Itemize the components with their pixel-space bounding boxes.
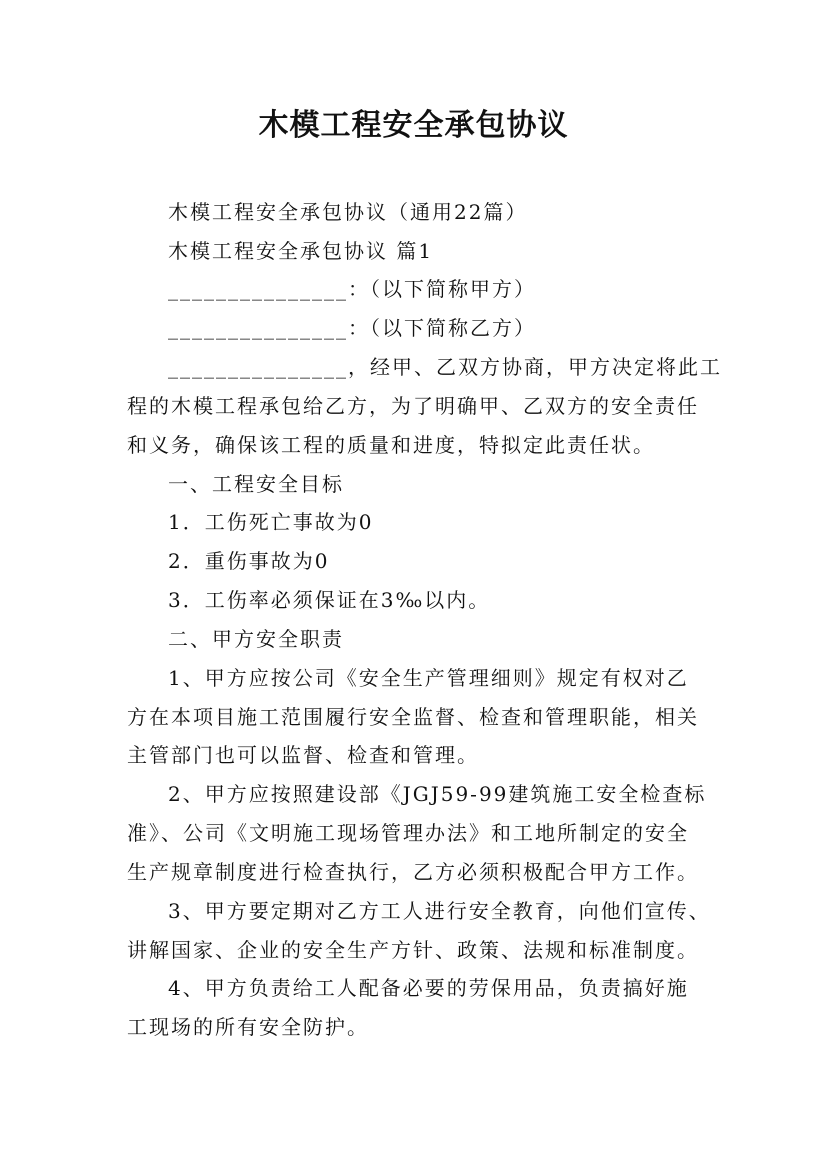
list-item: 2．重伤事故为0: [168, 549, 330, 573]
paragraph-line: 工现场的所有安全防护。: [127, 1015, 369, 1039]
paragraph-line: 2、甲方应按照建设部《JGJ59-99建筑施工安全检查标: [168, 782, 707, 806]
subtitle-line: 木模工程安全承包协议（通用22篇）: [168, 200, 528, 224]
paragraph-line: 1、甲方应按公司《安全生产管理细则》规定有权对乙: [168, 666, 689, 690]
party-b-line: _______________：（以下简称乙方）: [168, 316, 536, 340]
paragraph-line: 4、甲方负责给工人配备必要的劳保用品，负责搞好施: [168, 976, 689, 1000]
paragraph-line: 方在本项目施工范围履行安全监督、检查和管理职能，相关: [127, 705, 699, 729]
section-heading: 二、甲方安全职责: [168, 627, 344, 651]
section-heading: 木模工程安全承包协议 篇1: [168, 239, 434, 263]
party-a-line: _______________：（以下简称甲方）: [168, 277, 536, 301]
paragraph-line: 3、甲方要定期对乙方工人进行安全教育，向他们宣传、: [168, 899, 711, 923]
paragraph-line: 生产规章制度进行检查执行，乙方必须积极配合甲方工作。: [127, 860, 699, 884]
paragraph-line: 主管部门也可以监督、检查和管理。: [127, 743, 479, 767]
paragraph-line: 讲解国家、企业的安全生产方针、政策、法规和标准制度。: [127, 938, 699, 962]
paragraph-line: _______________，经甲、乙双方协商，甲方决定将此工: [168, 355, 722, 379]
document-title: 木模工程安全承包协议: [258, 108, 569, 143]
list-item: 3．工伤率必须保证在3‰以内。: [168, 588, 491, 612]
list-item: 1．工伤死亡事故为0: [168, 510, 374, 534]
paragraph-line: 程的木模工程承包给乙方，为了明确甲、乙双方的安全责任: [127, 394, 699, 418]
section-heading: 一、工程安全目标: [168, 472, 344, 496]
paragraph-line: 准》、公司《文明施工现场管理办法》和工地所制定的安全: [127, 821, 689, 845]
paragraph-line: 和义务，确保该工程的质量和进度，特拟定此责任状。: [127, 433, 655, 457]
